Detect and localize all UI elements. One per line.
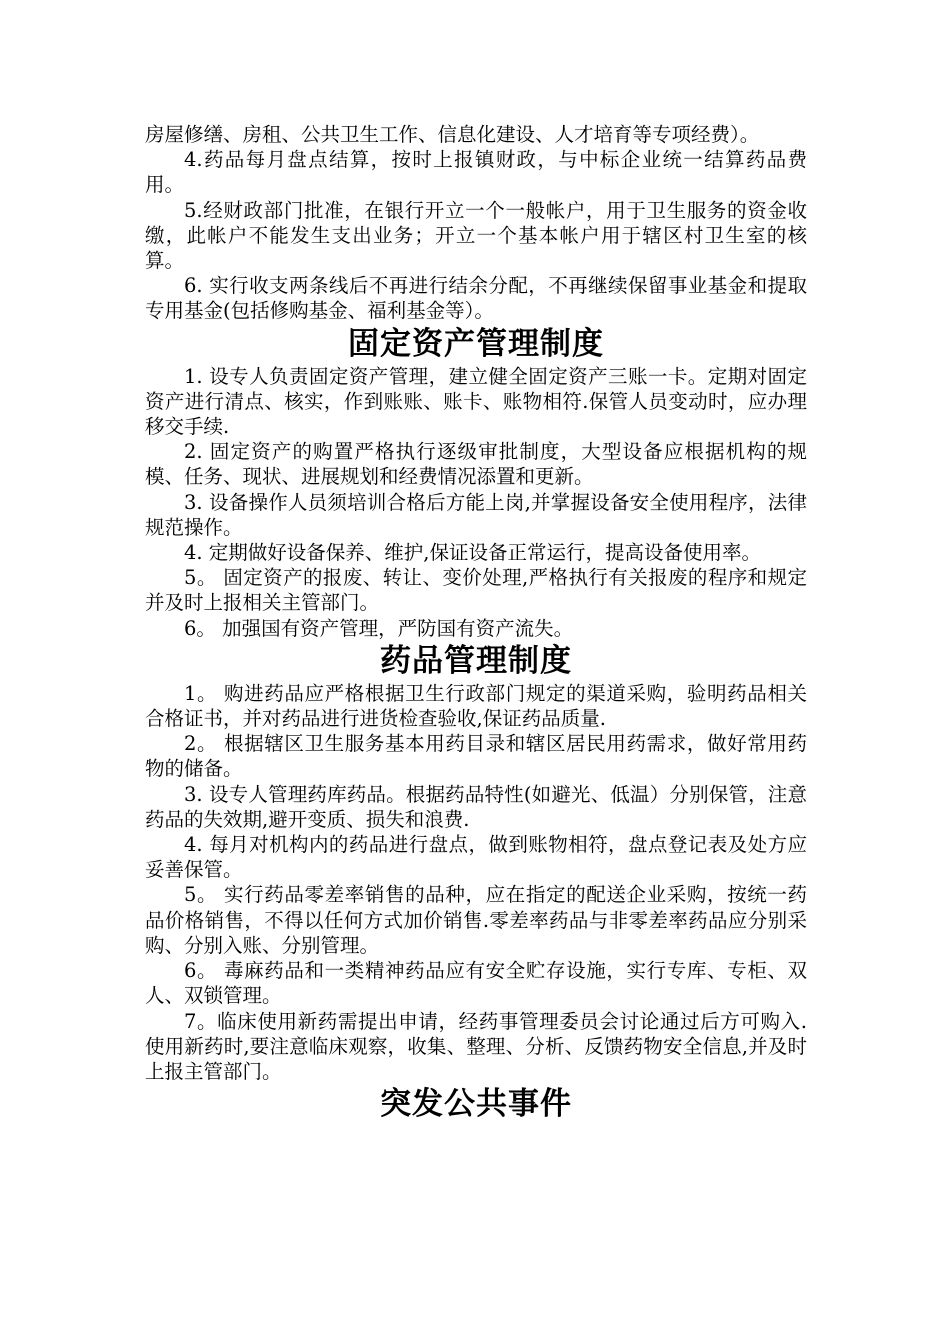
fixed-assets-item: 2. 固定资产的购置严格执行逐级审批制度，大型设备应根据机构的规模、任务、现状、进展规划和经费情况添置和更新。: [145, 440, 807, 489]
intro-paragraph: 6. 实行收支两条线后不再进行结余分配，不再继续保留事业基金和提取专用基金(包括修购基金、福利基金等）。: [145, 274, 807, 323]
drug-management-item: 7。临床使用新药需提出申请，经药事管理委员会讨论通过后方可购入.使用新药时,要注意临床观察，收集、整理、分析、反馈药物安全信息,并及时上报主管部门。: [145, 1009, 807, 1083]
intro-paragraph: 4.药品每月盘点结算，按时上报镇财政，与中标企业统一结算药品费用。: [145, 148, 807, 197]
drug-management-item: 4. 每月对机构内的药品进行盘点，做到账物相符，盘点登记表及处方应妥善保管。: [145, 833, 807, 882]
fixed-assets-item: 5。 固定资产的报废、转让、变价处理,严格执行有关报废的程序和规定并及时上报相关主管部门。: [145, 566, 807, 615]
drug-management-item: 3. 设专人管理药库药品。根据药品特性(如避光、低温）分别保管，注意药品的失效期,避开变质、损失和浪费.: [145, 782, 807, 831]
fixed-assets-item: 6。 加强国有资产管理，严防国有资产流失。: [184, 616, 574, 640]
section-title-fixed-assets: 固定资产管理制度: [348, 325, 604, 362]
fixed-assets-item: 3. 设备操作人员须培训合格后方能上岗,并掌握设备安全使用程序，法律规范操作。: [145, 490, 807, 539]
drug-management-item: 1。 购进药品应严格根据卫生行政部门规定的渠道采购，验明药品相关合格证书，并对药品进行进货检查验收,保证药品质量.: [145, 681, 807, 731]
document-page: [145, 122, 807, 1124]
drug-management-item: 5。 实行药品零差率销售的品种，应在指定的配送企业采购，按统一药品价格销售，不得以任何方式加价销售.零差率药品与非零差率药品应分别采购、分别入账、分别管理。: [145, 883, 807, 957]
fixed-assets-item: 1. 设专人负责固定资产管理，建立健全固定资产三账一卡。定期对固定资产进行清点、核实，作到账账、账卡、账物相符.保管人员变动时，应办理移交手续.: [145, 364, 807, 439]
section-title-public-emergency: 突发公共事件: [380, 1086, 572, 1123]
section-title-drug-management: 药品管理制度: [380, 642, 572, 679]
drug-management-item: 2。 根据辖区卫生服务基本用药目录和辖区居民用药需求，做好常用药物的储备。: [145, 732, 807, 781]
intro-paragraph: 5.经财政部门批准，在银行开立一个一般帐户，用于卫生服务的资金收缴，此帐户不能发生支出业务；开立一个基本帐户用于辖区村卫生室的核算。: [145, 198, 807, 273]
drug-management-item: 6。 毒麻药品和一类精神药品应有安全贮存设施，实行专库、专柜、双人、双锁管理。: [145, 959, 807, 1008]
fixed-assets-item: 4. 定期做好设备保养、维护,保证设备正常运行，提高设备使用率。: [184, 541, 762, 565]
intro-paragraph: 房屋修缮、房租、公共卫生工作、信息化建设、人才培育等专项经费）。: [145, 123, 760, 146]
